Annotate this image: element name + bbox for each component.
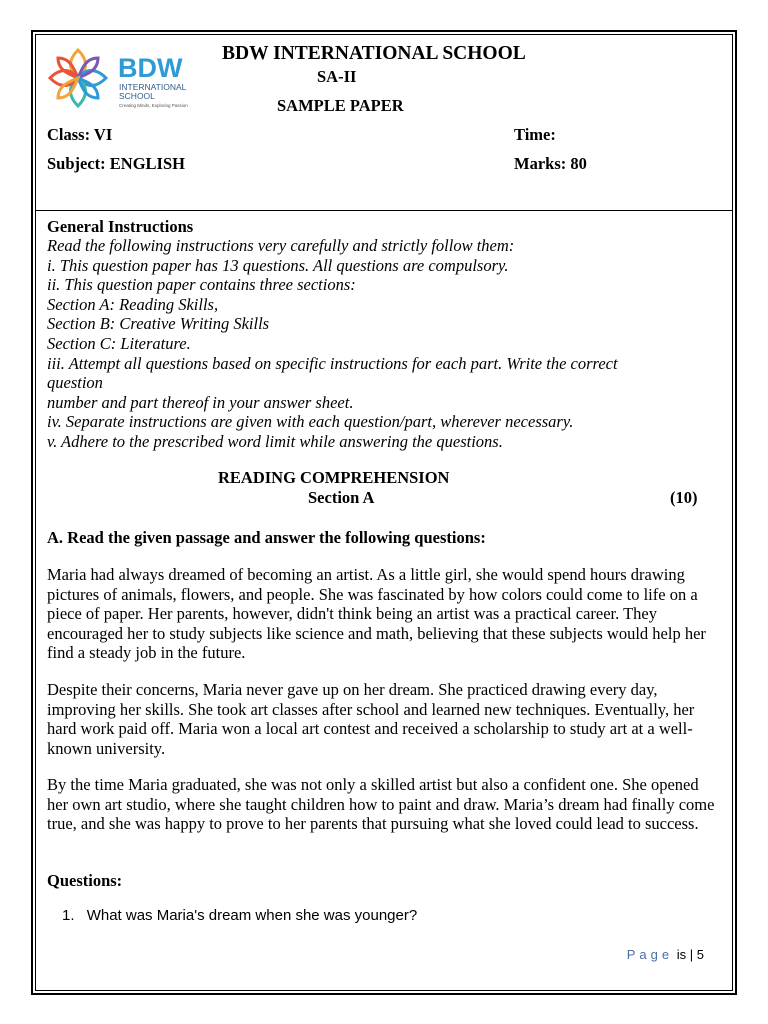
page-footer: [627, 947, 704, 962]
section-title: READING COMPREHENSION: [218, 468, 450, 487]
logo-line2: SCHOOL: [119, 91, 155, 101]
exam-name: SA-II: [317, 67, 357, 86]
passage-prompt: A. Read the given passage and answer the following questions:: [47, 528, 486, 547]
passage-paragraph: Maria had always dreamed of becoming an artist. As a little girl, she would spend hours drawing pictures of animals, flowers, and people. She was fascinated by how colors could come to life on a piece of paper. Her parents, however, didn't think being an artist was a practical career. They encouraged her to study subjects like science and math, believing that these subjects would help her find a steady job in the future.: [47, 565, 706, 663]
class-label: Class: VI: [47, 125, 113, 144]
header-divider: [35, 210, 733, 211]
instruction-line: iii. Attempt all questions based on specific instructions for each part. Write the correct: [47, 354, 618, 373]
page-word: Page: [626, 947, 674, 962]
instruction-line: question: [47, 373, 103, 392]
instruction-line: Section C: Literature.: [47, 334, 191, 353]
marks-label: Marks: 80: [514, 154, 587, 173]
logo-brand: BDW: [118, 53, 183, 83]
instructions-heading: General Instructions: [47, 217, 194, 236]
subject-label: Subject: ENGLISH: [47, 154, 185, 173]
instruction-line: Section B: Creative Writing Skills: [47, 314, 270, 333]
page-total: 5: [696, 947, 704, 962]
passage-paragraph: Despite their concerns, Maria never gave up on her dream. She practiced drawing every day, improving her skills. She took art classes after school and learned new techniques. Eventually, her hard work paid off. Maria won a local art contest and received a scholarship to study art at a well-known university.: [47, 680, 695, 758]
instruction-line: Read the following instructions very carefully and strictly follow them:: [47, 236, 515, 255]
instruction-line: number and part thereof in your answer sheet.: [47, 393, 354, 412]
instruction-line: ii. This question paper contains three sections:: [47, 275, 356, 294]
logo-line1: INTERNATIONAL: [119, 82, 187, 92]
instruction-line: iv. Separate instructions are given with each question/part, wherever necessary.: [47, 412, 574, 431]
paper-type: SAMPLE PAPER: [277, 96, 404, 115]
page-border-inner: [35, 34, 733, 991]
section-name: Section A: [308, 488, 375, 507]
instruction-line: Section A: Reading Skills,: [47, 295, 219, 314]
logo-tagline: Creating Minds, Exploring Passion: [119, 103, 188, 108]
question-number: 1.: [62, 907, 75, 924]
question-text: What was Maria's dream when she was younger?: [86, 907, 418, 924]
time-label: Time:: [514, 125, 556, 144]
questions-heading: Questions:: [47, 871, 123, 890]
section-marks: (10): [670, 488, 698, 507]
question-item: [62, 907, 417, 924]
passage-paragraph: By the time Maria graduated, she was not only a skilled artist but also a confident one. She opened her own art studio, where she taught children how to paint and draw. Maria’s dream had finally come true, and she was happy to prove to her parents that pursuing what she loved could lead to success.: [47, 775, 715, 834]
school-name: BDW INTERNATIONAL SCHOOL: [222, 43, 526, 64]
page-separator: |: [689, 947, 694, 962]
page-current: is: [676, 947, 687, 962]
school-logo: [46, 46, 202, 110]
instruction-line: i. This question paper has 13 questions. All questions are compulsory.: [47, 256, 509, 275]
instruction-line: v. Adhere to the prescribed word limit while answering the questions.: [47, 432, 503, 451]
logo-emblem-icon: [46, 46, 202, 110]
